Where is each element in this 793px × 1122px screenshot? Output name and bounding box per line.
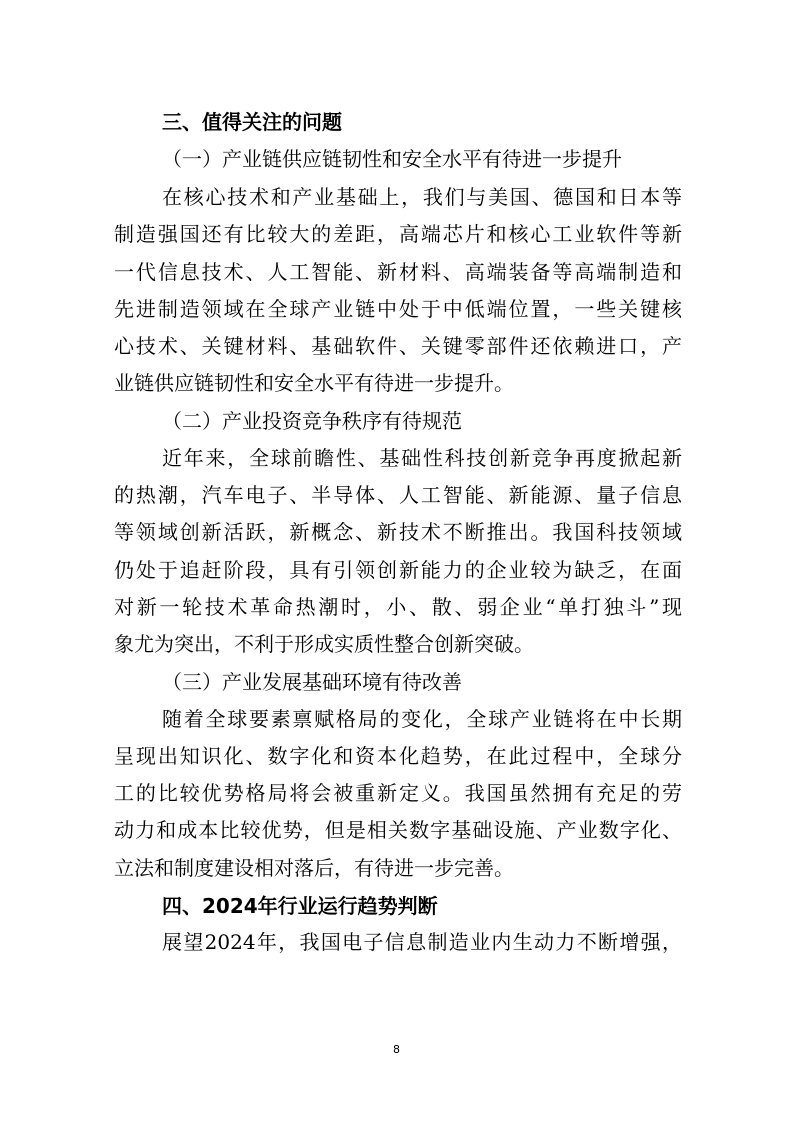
paragraph-line: 对新一轮技术革命热潮时，小、散、弱企业“单打独斗”现 [114,594,682,619]
paragraph-line: 展望2024年，我国电子信息制造业内生动力不断增强， [162,930,682,955]
document-body [114,104,682,961]
paragraph-environment [114,701,682,887]
paragraph-line: 仍处于追赶阶段，具有引领创新能力的企业较为缺乏，在面 [114,557,682,582]
paragraph-line: 立法和制度建设相对落后，有待进一步完善。 [114,855,514,880]
paragraph-investment [114,440,682,664]
paragraph-line: 的热潮，汽车电子、半导体、人工智能、新能源、量子信息 [114,483,682,508]
paragraph-line: 先进制造领域在全球产业链中处于中低端位置，一些关键核 [114,296,682,321]
subsection-heading-2: （二）产业投资竞争秩序有待规范 [162,408,462,433]
paragraph-line: 一代信息技术、人工智能、新材料、高端装备等高端制造和 [114,259,682,284]
paragraph-line: 动力和成本比较优势，但是相关数字基础设施、产业数字化、 [114,818,682,843]
paragraph-line: 随着全球要素禀赋格局的变化，全球产业链将在中长期 [162,706,682,731]
paragraph-line: 业链供应链韧性和安全水平有待进一步提升。 [114,371,514,396]
subsection-heading-1: （一）产业链供应链韧性和安全水平有待进一步提升 [162,147,622,171]
paragraph-line: 近年来，全球前瞻性、基础性科技创新竞争再度掀起新 [162,445,682,470]
paragraph-line: 呈现出知识化、数字化和资本化趋势，在此过程中，全球分 [114,743,682,768]
paragraph-line: 等领域创新活跃，新概念、新技术不断推出。我国科技领域 [114,520,682,545]
paragraph-line: 在核心技术和产业基础上，我们与美国、德国和日本等 [162,185,682,209]
page-number: 8 [393,1043,400,1056]
paragraph-line: 心技术、关键材料、基础软件、关键零部件还依赖进口，产 [114,334,682,359]
section-heading-three: 三、值得关注的问题 [162,110,342,134]
subsection-heading-3: （三）产业发展基础环境有待改善 [162,669,462,694]
paragraph-supply-chain [114,179,682,403]
paragraph-line: 象尤为突出，不利于形成实质性整合创新突破。 [114,632,534,657]
paragraph-line: 制造强国还有比较大的差距，高端芯片和核心工业软件等新 [114,222,682,247]
section-heading-four: 四、2024年行业运行趋势判断 [162,894,438,919]
paragraph-line: 工的比较优势格局将会被重新定义。我国虽然拥有充足的劳 [114,781,682,806]
paragraph-outlook [162,924,682,961]
